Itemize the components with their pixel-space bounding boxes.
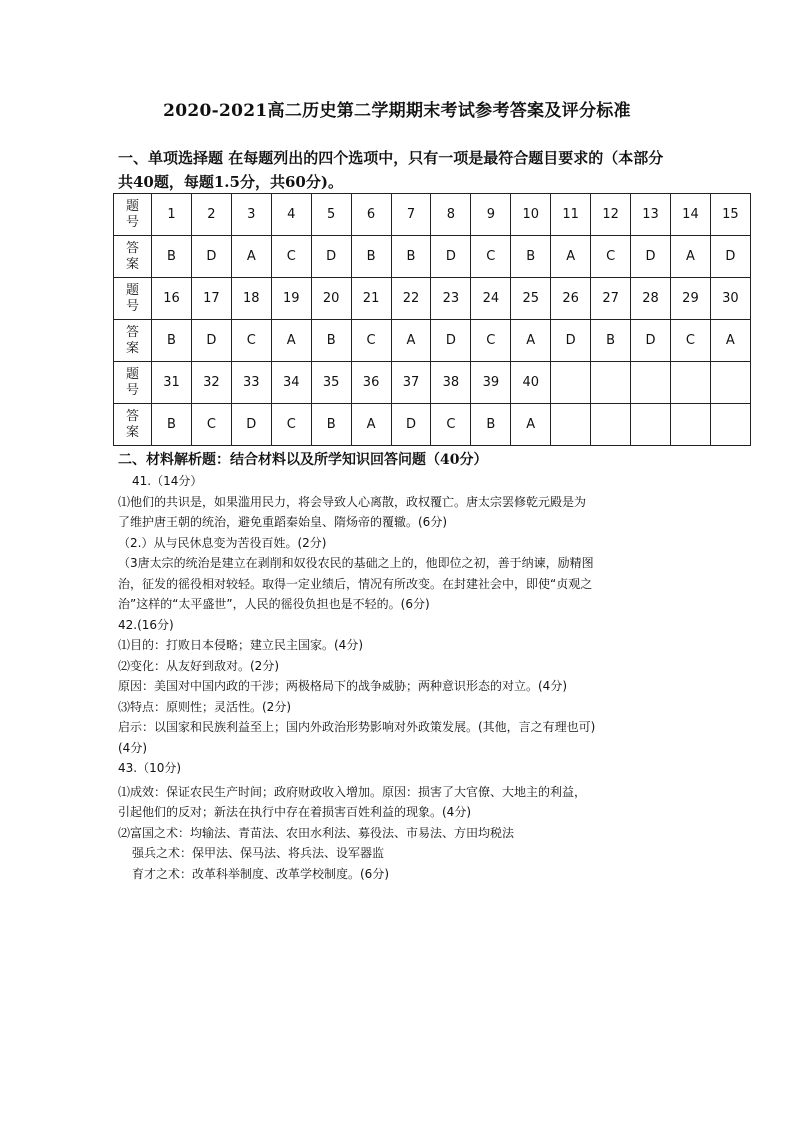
question-number-cell: 24 <box>471 278 511 320</box>
label-char: 题 <box>125 198 139 214</box>
question-number-cell: 13 <box>631 194 671 236</box>
q43-part1-line1: ⑴成效：保证农民生产时间；政府财政收入增加。原因：损害了大官僚、大地主的利益， <box>118 784 587 799</box>
answer-cell: D <box>431 320 471 362</box>
answer-cell: C <box>591 236 631 278</box>
answer-cell: C <box>271 236 311 278</box>
question-number-cell: 14 <box>670 194 710 236</box>
q43-header: 43.（10分) <box>118 761 182 775</box>
answer-cell: D <box>431 236 471 278</box>
answer-cell <box>710 404 750 446</box>
label-char: 案 <box>125 424 139 440</box>
question-number-cell <box>670 362 710 404</box>
answer-cell: D <box>191 236 231 278</box>
answer-cell: B <box>391 236 431 278</box>
question-number-cell: 10 <box>511 194 551 236</box>
answer-cell: B <box>311 404 351 446</box>
question-number-cell: 30 <box>710 278 750 320</box>
q41-header: 41.（14分） <box>132 474 203 488</box>
label-char: 题 <box>125 282 139 298</box>
label-char: 题 <box>125 366 139 382</box>
table-row-num-2 <box>114 278 751 320</box>
question-number-cell: 12 <box>591 194 631 236</box>
question-number-cell <box>591 362 631 404</box>
answer-cell: C <box>231 320 271 362</box>
answer-cell: A <box>511 320 551 362</box>
section1-heading: 一、单项选择题 在每题列出的四个选项中，只有一项是最符合题目要求的（本部分共40题，每题1.5分，共60分)。 <box>118 149 664 191</box>
question-number-cell: 20 <box>311 278 351 320</box>
answer-cell: A <box>670 236 710 278</box>
question-number-cell: 1 <box>152 194 192 236</box>
question-number-cell: 38 <box>431 362 471 404</box>
question-number-cell: 39 <box>471 362 511 404</box>
q42-part2: ⑵变化：从友好到敌对。(2分) <box>118 658 279 673</box>
label-char: 号 <box>125 214 139 230</box>
answer-cell: D <box>231 404 271 446</box>
q41-part2: （2.）从与民休息变为苦役百姓。(2分) <box>118 535 327 550</box>
question-number-cell: 3 <box>231 194 271 236</box>
section2-answers <box>118 471 678 884</box>
answer-cell: C <box>471 320 511 362</box>
q42-part1: ⑴目的：打败日本侵略；建立民主国家。(4分) <box>118 638 363 652</box>
answer-cell: C <box>431 404 471 446</box>
answer-cell <box>551 404 591 446</box>
q43-part2-wealth: ⑵富国之术：均输法、青苗法、农田水利法、募役法、市易法、方田均税法 <box>118 825 515 840</box>
question-number-cell: 26 <box>551 278 591 320</box>
answer-cell: A <box>231 236 271 278</box>
table-row-num-3 <box>114 362 751 404</box>
answer-cell: D <box>710 236 750 278</box>
q42-part3: ⑶特点：原则性；灵活性。(2分) <box>118 699 291 714</box>
question-number-cell <box>631 362 671 404</box>
page-title: 2020-2021高二历史第二学期期末考试参考答案及评分标准 <box>163 101 631 121</box>
answer-cell <box>591 404 631 446</box>
question-number-cell <box>710 362 750 404</box>
answer-cell: D <box>551 320 591 362</box>
answer-cell: A <box>551 236 591 278</box>
question-number-cell: 18 <box>231 278 271 320</box>
q42-header: 42.(16分) <box>118 617 174 632</box>
question-number-label <box>114 278 152 320</box>
section2-heading: 二、材料解析题：结合材料以及所学知识回答问题（40分） <box>118 452 488 468</box>
q43-part2-talent: 育才之术：改革科举制度、改革学校制度。(6分) <box>132 866 389 881</box>
answer-cell: A <box>351 404 391 446</box>
question-number-cell: 5 <box>311 194 351 236</box>
question-number-cell: 17 <box>191 278 231 320</box>
label-char: 号 <box>125 298 139 314</box>
q41-part3-line2: 治，征发的徭役相对较轻。取得一定业绩后，情况有所改变。在封建社会中，即使“贞观之 <box>118 576 593 591</box>
table-row-ans-3 <box>114 404 751 446</box>
question-number-cell: 4 <box>271 194 311 236</box>
q41-part3-line3: 治”这样的“太平盛世”，人民的徭役负担也是不轻的。(6分) <box>118 597 430 611</box>
answer-cell: D <box>391 404 431 446</box>
table-row-ans-2 <box>114 320 751 362</box>
question-number-cell: 23 <box>431 278 471 320</box>
label-char: 案 <box>125 256 139 272</box>
question-number-cell: 11 <box>551 194 591 236</box>
q43-part2-army: 强兵之术：保甲法、保马法、将兵法、设军器监 <box>132 846 385 860</box>
answer-cell: A <box>391 320 431 362</box>
answer-cell: A <box>511 404 551 446</box>
answer-cell: B <box>152 236 192 278</box>
question-number-label <box>114 362 152 404</box>
answer-cell: B <box>311 320 351 362</box>
question-number-cell: 8 <box>431 194 471 236</box>
answer-cell: A <box>271 320 311 362</box>
question-number-cell: 29 <box>670 278 710 320</box>
answer-cell: D <box>631 236 671 278</box>
answer-cell <box>670 404 710 446</box>
question-number-cell: 34 <box>271 362 311 404</box>
question-number-cell: 25 <box>511 278 551 320</box>
label-char: 答 <box>125 240 139 256</box>
q41-part3-line1: （3唐太宗的统治是建立在剥削和奴役农民的基础之上的，他即位之初，善于纳谏，励精图 <box>118 556 594 570</box>
question-number-cell: 21 <box>351 278 391 320</box>
answer-cell: C <box>271 404 311 446</box>
question-number-cell: 7 <box>391 194 431 236</box>
question-number-cell: 28 <box>631 278 671 320</box>
answer-cell: D <box>631 320 671 362</box>
answer-cell: B <box>152 320 192 362</box>
question-number-cell: 35 <box>311 362 351 404</box>
answer-cell: B <box>152 404 192 446</box>
question-number-cell: 37 <box>391 362 431 404</box>
q42-reason: 原因：美国对中国内政的干涉；两极格局下的战争威胁；两种意识形态的对立。(4分) <box>118 679 568 693</box>
question-number-cell: 36 <box>351 362 391 404</box>
question-number-cell: 22 <box>391 278 431 320</box>
answer-cell: B <box>471 404 511 446</box>
question-number-cell: 31 <box>152 362 192 404</box>
answer-cell: B <box>511 236 551 278</box>
answer-table <box>113 193 751 446</box>
question-number-cell: 19 <box>271 278 311 320</box>
answer-cell <box>631 404 671 446</box>
answer-cell: A <box>710 320 750 362</box>
answer-label <box>114 404 152 446</box>
question-number-cell <box>551 362 591 404</box>
table-row-ans-1 <box>114 236 751 278</box>
answer-label <box>114 236 152 278</box>
question-number-cell: 9 <box>471 194 511 236</box>
answer-cell: B <box>591 320 631 362</box>
label-char: 案 <box>125 340 139 356</box>
answer-cell: C <box>351 320 391 362</box>
question-number-cell: 33 <box>231 362 271 404</box>
question-number-label <box>114 194 152 236</box>
question-number-cell: 2 <box>191 194 231 236</box>
q43-part1-line2: 引起他们的反对；新法在执行中存在着损害百姓利益的现象。(4分) <box>118 805 472 819</box>
answer-cell: C <box>670 320 710 362</box>
question-number-cell: 32 <box>191 362 231 404</box>
q42-insight: 启示：以国家和民族利益至上；国内外政治形势影响对外政策发展。(其他，言之有理也可) <box>118 720 596 734</box>
question-number-cell: 15 <box>710 194 750 236</box>
answer-cell: D <box>191 320 231 362</box>
q41-part1-line2: 了维护唐王朝的统治，避免重蹈秦始皇、隋炀帝的覆辙。(6分) <box>118 515 448 529</box>
question-number-cell: 16 <box>152 278 192 320</box>
question-number-cell: 40 <box>511 362 551 404</box>
answer-label <box>114 320 152 362</box>
q42-insight-score: (4分) <box>118 740 147 755</box>
answer-cell: C <box>191 404 231 446</box>
table-row-num-1 <box>114 194 751 236</box>
question-number-cell: 27 <box>591 278 631 320</box>
label-char: 答 <box>125 408 139 424</box>
question-number-cell: 6 <box>351 194 391 236</box>
answer-cell: B <box>351 236 391 278</box>
label-char: 答 <box>125 324 139 340</box>
q41-part1-line1: ⑴他们的共识是，如果滥用民力，将会导致人心离散，政权覆亡。唐太宗罢修乾元殿是为 <box>118 494 587 509</box>
answer-cell: D <box>311 236 351 278</box>
label-char: 号 <box>125 382 139 398</box>
answer-cell: C <box>471 236 511 278</box>
